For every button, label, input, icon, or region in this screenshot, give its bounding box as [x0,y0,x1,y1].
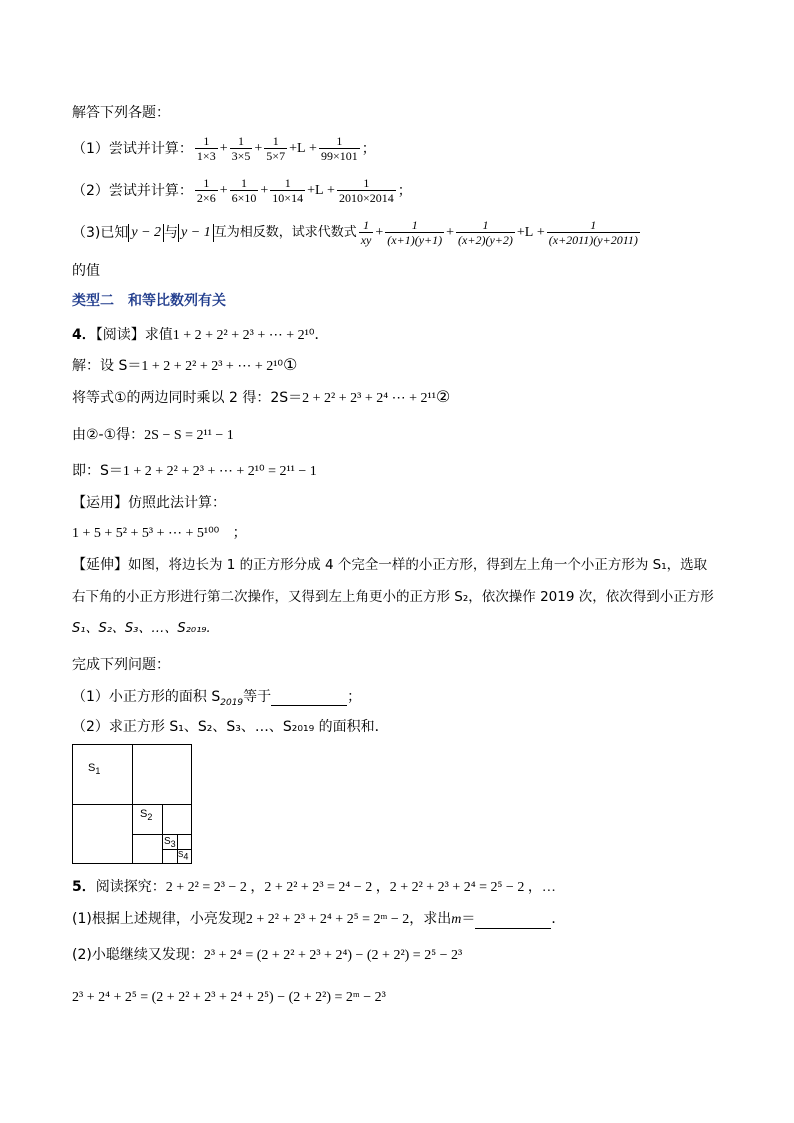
p4-ext-text-1: 如图，将边长为 1 的正方形分成 4 个完全一样的小正方形，得到左上角一个小正方形为 S₁，选取 [128,557,708,573]
p4-sub-text: 由②-①得： [72,427,145,443]
p4-extend-line-3: S₁、S₂、S₃、…、S₂₀₁₉. [72,621,211,636]
p4-read-line [72,326,328,345]
q2-frac-2: $\frac{1}{6\times 10}$ [231,176,257,205]
p5-sub-2 [72,946,462,965]
p4-sub-expr: 2S − S = 2¹¹ − 1 [144,428,234,443]
q1-frac-2: $\frac{1}{3\times 5}$ [231,134,251,163]
p5-s1-b: ，求出 [409,911,452,927]
q3-frac-1: $\frac{1}{xy}$ [360,218,372,247]
p5-s1-c: ＝ [461,911,476,927]
p4-sol-expr: 1 + 2 + 2² + 2³ + ⋯ + 2¹⁰ [141,359,284,374]
p4-answer-blank[interactable] [271,691,347,706]
p5-expr: 2 + 2² = 2³ − 2 ，2 + 2² + 2³ = 2⁴ − 2 ，2 + 2² + 2³ + 2⁴ = 2⁵ − 2 ，… [165,880,556,895]
square-s3-right [177,834,192,850]
p5-s1-text: (1)根据上述规律，小亮发现 [72,911,246,927]
square-bottom-left [72,804,133,864]
figure-label-2: $S_2$ [140,808,153,823]
p4-subtract-line [72,426,234,445]
q1-frac-1: $\frac{1}{1\times 3}$ [196,134,216,163]
p4-mult-text: 将等式①的两边同时乘以 2 得：2S＝ [72,390,303,406]
q2-frac-1: $\frac{1}{2\times 6}$ [196,176,216,205]
square-s1 [72,744,133,805]
q1-frac-3: $\frac{1}{5\times 7}$ [266,134,286,163]
q1-frac-last: $\frac{1}{99\times 101}$ [320,134,358,163]
p4-then-expr: 1 + 2 + 2² + 2³ + ⋯ + 2¹⁰ = 2¹¹ − 1 [122,464,317,479]
p5-lead-line [72,878,556,897]
p4-sub1-text: （1）小正方形的面积 S [72,689,221,705]
intro-text: 解答下列各题： [72,105,170,121]
p4-sub1-b: 等于 [243,689,272,705]
p4-multiply-line [72,388,450,408]
p4-apply-end: ； [232,525,247,541]
q3-frac-2: $\frac{1}{(x+1)(y+1)}$ [387,218,443,247]
p4-extend-line-1 [72,556,707,574]
question-2: （2）尝试并计算： $\frac{1}{2\times 6}$ + $\frac{1}{6\times 10}$ + $\frac{1}{10\times 14}$ + L + $\frac{1}{2010\times 2014}$ ； [72,176,412,205]
q3-tail: 的值 [72,263,100,279]
question-3: （3)已知 y − 2 与 y − 1 互为相反数，试求代数式 $\frac{1}{xy}$ + $\frac{1}{(x+1)(y+1)}$ + $\frac{1}{(x+2)(y+2)}$ + L + $\frac{1}{(x+2011)(y+2011)}$ [72,218,638,247]
p4-apply-tag: 【运用】 [72,495,128,511]
p4-apply-line [72,494,226,512]
q3-frac-last: $\frac{1}{(x+2011)(y+2011)}$ [548,218,638,247]
p5-s2-expr: 2³ + 2⁴ = (2 + 2² + 2³ + 2⁴) − (2 + 2²) = 2⁵ − 2³ [203,948,463,963]
figure-label-4: $S_4$ [178,850,189,862]
p4-done-line: 完成下列问题： [72,657,170,673]
q1-ellipsis: L [296,140,306,156]
q3-mid-2: 互为相反数，试求代数式 [213,224,357,240]
q2-frac-last: $\frac{1}{2010\times 2014}$ [338,176,394,205]
p5-s1-m: m [451,912,462,927]
p5-s3-expr: 2³ + 2⁴ + 2⁵ = (2 + 2² + 2³ + 2⁴ + 2⁵) − (2 + 2²) = 2ᵐ − 2³ [72,990,386,1005]
label-s4 [178,850,189,862]
q3-mid-1: 与 [164,224,179,241]
q3-ellipsis: L [524,224,534,240]
question-1: （1）尝试并计算： $\frac{1}{1\times 3}$ + $\frac{1}{3\times 5}$ + $\frac{1}{5\times 7}$ + L + $\frac{1}{99\times 101}$ ； [72,134,376,163]
p4-sol-label: 解：设 S＝ [72,358,142,374]
q2-label: （2）尝试并计算： [72,182,193,199]
p4-apply-expr-line [72,524,247,543]
p4-circle-1: ① [283,355,298,374]
p5-lead: 阅读探究： [95,879,166,895]
p5-s2-text: (2)小聪继续又发现： [72,947,204,963]
q3-abs-2: y − 1 [178,224,214,242]
p4-then-text: 即：S＝ [72,463,123,479]
label-s2 [140,808,153,823]
p4-number: 4． [72,327,96,343]
p4-extend-line-2: 右下角的小正方形进行第二次操作，又得到左上角更小的正方形 S₂，依次操作 2019 次，依次得到小正方形 [72,589,714,605]
label-s3 [164,836,176,847]
p4-mult-expr: 2 + 2² + 2³ + 2⁴ ⋯ + 2¹¹ [302,391,436,406]
p4-read-tag: 【阅读】 [95,327,145,343]
p5-sub-1 [72,910,565,929]
q2-frac-3: $\frac{1}{10\times 14}$ [272,176,304,205]
p5-answer-blank[interactable] [475,914,551,929]
q1-label: （1）尝试并计算： [72,140,193,157]
p4-apply-text: 仿照此法计算： [128,495,226,511]
figure-label-1: $S_1$ [88,762,101,777]
q1-end: ； [361,140,376,157]
p4-sub1-end: ； [347,689,362,705]
square-top-right [132,744,192,805]
p4-read-end: ． [314,327,329,343]
nested-squares-figure [72,744,192,864]
p4-read-expr: 1 + 2 + 2² + 2³ + ⋯ + 2¹⁰ [172,328,315,343]
label-s1 [88,762,101,777]
q2-ellipsis: L [314,182,324,198]
p5-sub-3 [72,988,386,1007]
p4-circle-2: ② [435,387,451,406]
p5-s1-end: ． [551,911,566,927]
square-s3-bottom [162,849,178,864]
p4-read-text: 求值 [144,327,173,343]
p4-apply-expr: 1 + 5 + 5² + 5³ + ⋯ + 5¹⁰⁰ [72,526,220,541]
q2-end: ； [397,182,412,199]
q3-frac-3: $\frac{1}{(x+2)(y+2)}$ [458,218,513,247]
p4-solution-line [72,356,297,376]
p4-then-line [72,462,317,481]
p4-sub1-sub: 2019 [220,697,244,708]
p4-sub-question-2: （2）求正方形 S₁、S₂、S₃、…、S₂₀₁₉ 的面积和． [72,719,389,735]
p5-number: 5． [72,879,96,895]
q3-abs-1: y − 2 [128,224,164,242]
figure-label-3: $S_3$ [164,836,176,849]
p4-sub-question-1 [72,688,361,706]
p5-s1-expr: 2 + 2² + 2³ + 2⁴ + 2⁵ = 2ᵐ − 2 [245,912,410,927]
q3-label: （3)已知 [72,224,129,241]
p4-ext-tag: 【延伸】 [72,557,128,573]
section-heading: 类型二 和等比数列有关 [72,293,226,309]
